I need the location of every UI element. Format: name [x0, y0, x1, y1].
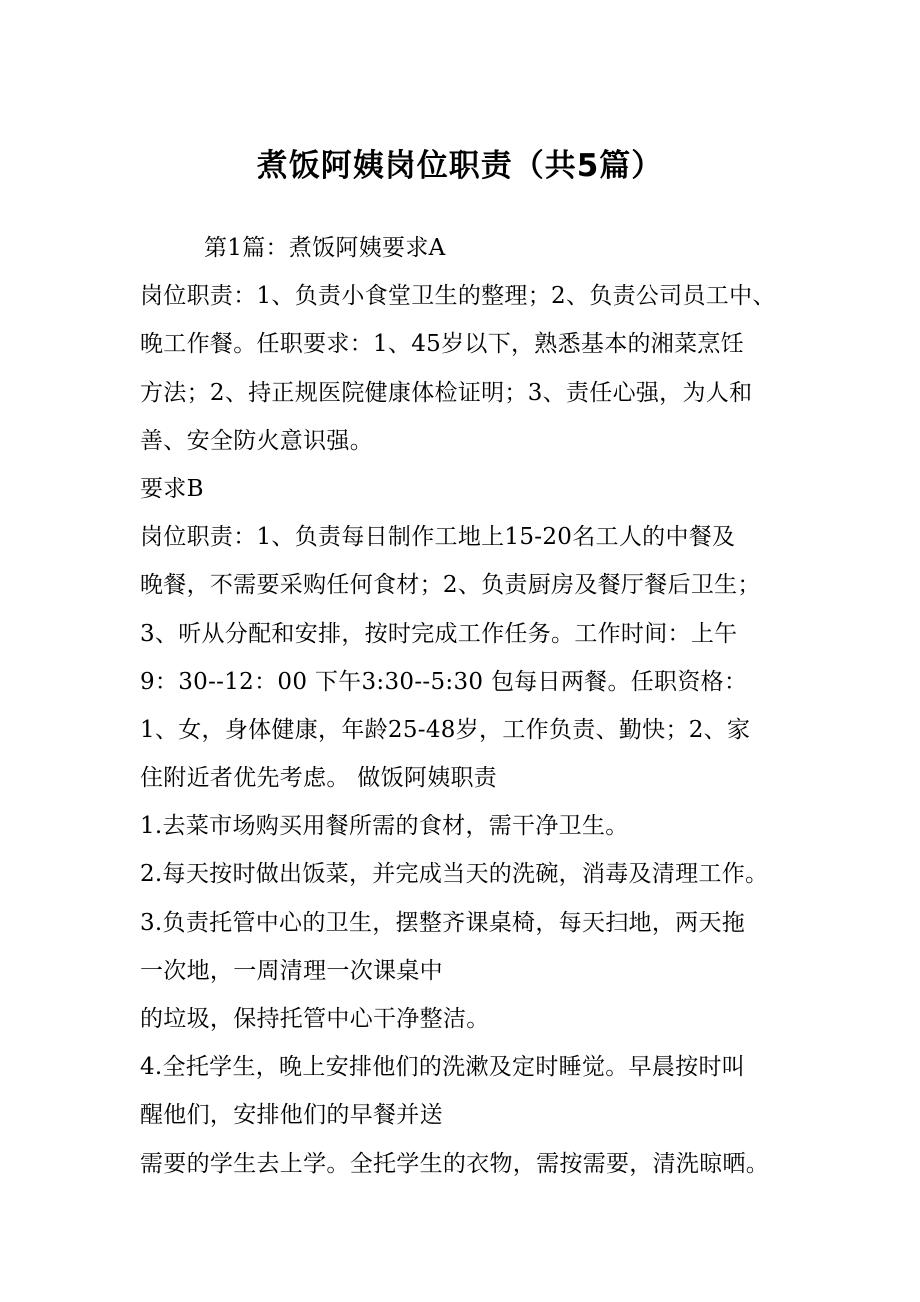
- list-item: 3.负责托管中心的卫生，摆整齐课桌椅，每天扫地，两天拖: [140, 909, 746, 936]
- page-title: 煮饭阿姨岗位职责（共5篇）: [256, 148, 664, 184]
- paragraph-line: 9：30--12：00 下午3:30--5:30 包每日两餐。任职资格：: [140, 668, 748, 695]
- paragraph-line: 住附近者优先考虑。 做饭阿姨职责: [140, 765, 498, 792]
- list-item: 1.去菜市场购买用餐所需的食材，需干净卫生。: [140, 813, 629, 840]
- paragraph-line: 晚餐，不需要采购任何食材；2、负责厨房及餐厅餐后卫生；: [140, 572, 761, 599]
- paragraph-line: 晚工作餐。任职要求：1、45岁以下，熟悉基本的湘菜烹饪: [140, 331, 744, 358]
- section-heading-1: 第1篇：煮饭阿姨要求A: [204, 235, 446, 261]
- paragraph-line: 岗位职责：1、负责每日制作工地上15-20名工人的中餐及: [140, 524, 736, 551]
- section-heading-b: 要求B: [140, 475, 204, 502]
- list-item: 4.全托学生，晚上安排他们的洗漱及定时睡觉。早晨按时叫: [140, 1054, 746, 1081]
- list-item-continued: 的垃圾，保持托管中心干净整洁。: [140, 1006, 490, 1032]
- list-item: 2.每天按时做出饭菜，并完成当天的洗碗，消毒及清理工作。: [140, 861, 769, 888]
- paragraph-line: 方法；2、持正规医院健康体检证明；3、责任心强，为人和: [140, 379, 753, 406]
- paragraph-line: 1、女，身体健康，年龄25-48岁，工作负责、勤快；2、家: [140, 716, 751, 743]
- list-item-continued: 一次地，一周清理一次课桌中: [140, 957, 443, 984]
- document-body: [140, 224, 800, 1188]
- paragraph-line: 3、听从分配和安排，按时完成工作任务。工作时间：上午: [140, 620, 738, 647]
- list-item-continued: 醒他们，安排他们的早餐并送: [140, 1102, 443, 1129]
- paragraph-line: 善、安全防火意识强。: [140, 427, 373, 454]
- paragraph-line: 岗位职责：1、负责小食堂卫生的整理；2、负责公司员工中、: [140, 283, 776, 310]
- list-item-continued: 需要的学生去上学。全托学生的衣物，需按需要，清洗晾晒。: [140, 1150, 770, 1177]
